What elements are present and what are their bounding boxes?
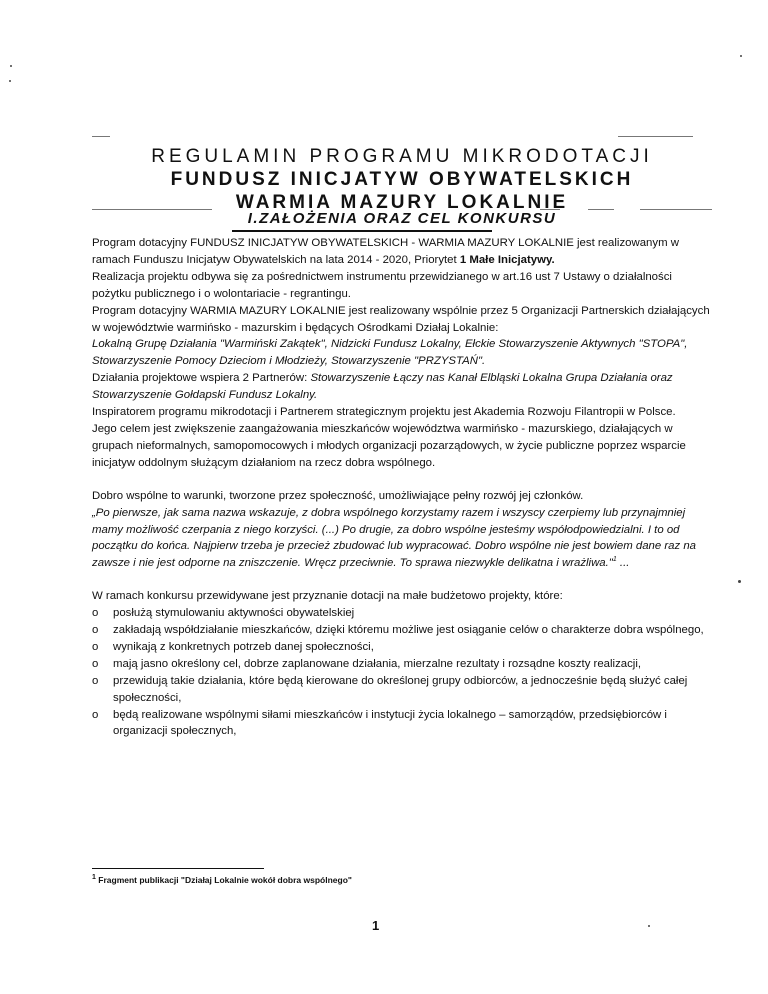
footnote-reference: 1	[612, 556, 617, 564]
supporting-partners-names: Stowarzyszenie Łączy nas Kanał Elbląski Lokalna Grupa Działania oraz Stowarzyszenie Gołdapski Fundusz Lokalny.	[92, 372, 673, 402]
list-item	[92, 673, 712, 707]
bullet-icon: o	[92, 607, 99, 620]
title-line-1: REGULAMIN PROGRAMU MIKRODOTACJI	[151, 146, 653, 167]
list-item-text: zakładają współdziałanie mieszkańców, dzięki któremu możliwe jest osiąganie celów o charakterze dobra wspólnego,	[113, 624, 704, 637]
partner-list: Lokalną Grupę Działania "Warmiński Zakątek", Nidzicki Fundusz Lokalny, Ełckie Stowarzyszenie Aktywnych "STOPA", Stowarzyszenie Pomocy Dzieciom i Młodzieży, Stowarzyszenie "PRZYSTAŃ".	[92, 338, 688, 368]
bullet-icon: o	[92, 640, 99, 653]
bullet-icon: o	[92, 657, 99, 670]
list-item	[92, 656, 712, 673]
supporting-partners-lead: Działania projektowe wspiera 2 Partnerów:	[92, 372, 308, 385]
heading-underline	[232, 230, 492, 232]
paragraph-gap	[92, 572, 712, 588]
list-item-text: będą realizowane wspólnymi siłami mieszkańców i instytucji życia lokalnego – samorządów, przedsiębiorców i organizacji społecznych,	[113, 708, 667, 738]
footnote-mark: 1	[92, 874, 96, 882]
list-item-text: przewidują takie działania, które będą kierowane do określonej grupy odbiorców, a jednocześnie będą służyć całej społeczności,	[113, 674, 688, 704]
criteria-lead: W ramach konkursu przewidywane jest przyznanie dotacji na małe budżetowo projekty, które:	[92, 590, 563, 603]
goal-paragraph: Jego celem jest zwiększenie zaangażowania mieszkańców województwa warmińsko - mazurskiego, działających w grupach nieformalnych, samopomocowych i młodych organizacji pozarządowych, w życie publiczne poprzez wsparcie inicjatyw oddolnym służącym działaniom na rzecz dobra wspólnego.	[92, 422, 686, 469]
bullet-icon: o	[92, 708, 99, 721]
realization-paragraph: Realizacja projektu odbywa się za pośrednictwem instrumentu przewidzianego w art.16 ust 7 Ustawy o działalności pożytku publicznego i o wolontariacie - regrantingu.	[92, 270, 672, 300]
scan-speck	[740, 55, 742, 57]
footnote	[92, 875, 712, 885]
priority-label: 1 Małe Inicjatywy.	[459, 253, 555, 266]
page-number: 1	[372, 918, 380, 933]
bullet-icon: o	[92, 674, 99, 687]
list-item-text: mają jasno określony cel, dobrze zaplanowane działania, mierzalne rezultaty i rozsądne koszty realizacji,	[113, 657, 642, 670]
common-good-definition: Dobro wspólne to warunki, tworzone przez społeczność, umożliwiające pełny rozwój jej członków.	[92, 489, 584, 502]
section-heading: I.ZAŁOŻENIA ORAZ CEL KONKURSU	[247, 210, 557, 227]
scan-speck	[9, 80, 11, 82]
document-body	[92, 235, 712, 740]
list-item	[92, 622, 712, 639]
list-item-text: wynikają z konkretnych potrzeb danej społeczności,	[113, 640, 374, 653]
partners-paragraph: Program dotacyjny WARMIA MAZURY LOKALNIE jest realizowany wspólnie przez 5 Organizacji Partnerskich działających w województwie warmińsko - mazurskim i będących Ośrodkami Działaj Lokalnie:	[92, 304, 710, 334]
intro-paragraph	[92, 235, 712, 269]
quote-text: „Po pierwsze, jak sama nazwa wskazuje, z dobra wspólnego korzystamy razem i wszyscy czerpiemy lub przynajmniej mamy możliwość czerpania z niego korzyści. (...) Po drugie, za dobro wspólne jesteśmy współodpowiedzialni. I to od początku do końca. Najpierw trzeba je przecież zbudować lub wypracować. Dobro wspólne nie jest bowiem dane raz na zawsze i nie jest odporne na zniszczenie. Wręcz przeciwnie. To sprawa niezwykle delikatna i wrażliwa."	[92, 506, 697, 570]
list-item	[92, 605, 712, 622]
inspirator-paragraph: Inspiratorem programu mikrodotacji i Partnerem strategicznym projektu jest Akademia Rozwoju Filantropii w Polsce.	[92, 406, 676, 419]
scan-mark	[618, 136, 693, 137]
footnote-text: Fragment publikacji "Działaj Lokalnie wokół dobra wspólnego"	[98, 875, 352, 885]
scan-speck	[10, 65, 12, 67]
document-title	[92, 145, 712, 214]
title-line-3: WARMIA MAZURY LOKALNIE	[235, 192, 569, 213]
scan-speck	[648, 925, 650, 927]
bullet-icon: o	[92, 624, 99, 637]
list-item-text: posłużą stymulowaniu aktywności obywatelskiej	[113, 607, 355, 620]
scan-mark	[92, 136, 110, 137]
common-good-quote	[92, 505, 712, 573]
list-item	[92, 639, 712, 656]
title-line-2: FUNDUSZ INICJATYW OBYWATELSKICH	[170, 169, 634, 190]
list-item	[92, 707, 712, 741]
paragraph-gap	[92, 472, 712, 488]
criteria-list	[92, 605, 712, 740]
footnote-separator	[92, 868, 264, 869]
intro-text: Program dotacyjny FUNDUSZ INICJATYW OBYWATELSKICH - WARMIA MAZURY LOKALNIE jest realizowanym w ramach Funduszu Inicjatyw Obywatelskich na lata 2014 - 2020, Priorytet	[92, 237, 679, 266]
scan-speck	[738, 580, 741, 583]
supporting-partners-paragraph	[92, 370, 712, 404]
quote-ellipsis: ...	[616, 557, 630, 570]
